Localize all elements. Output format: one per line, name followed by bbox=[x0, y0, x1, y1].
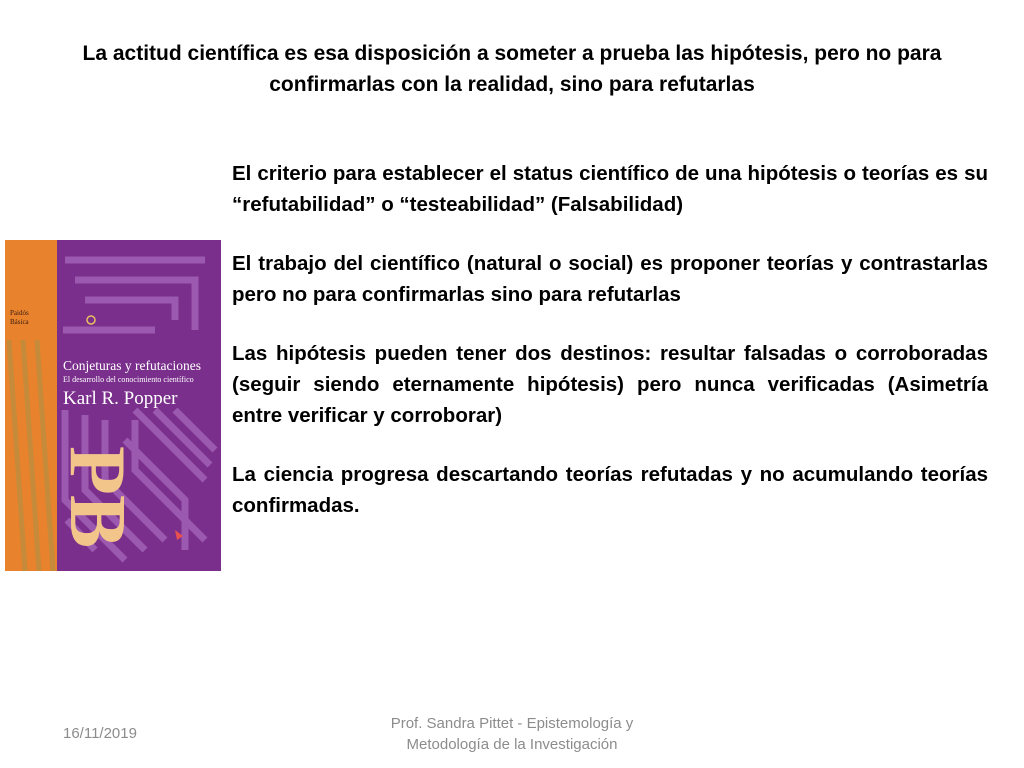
collection-label-1: Paidós bbox=[10, 309, 29, 317]
collection-label-2: Básica bbox=[10, 318, 29, 326]
paragraph-2: El trabajo del científico (natural o social) es proponer teorías y contrastarlas pero no para confirmarlas sino para refutarlas bbox=[232, 252, 988, 306]
slide-title: La actitud científica es esa disposición a someter a prueba las hipótesis, pero no para confirmarlas con la realidad, sino para refutarlas bbox=[82, 42, 942, 96]
spine-letters: PB bbox=[53, 446, 141, 549]
main-content bbox=[232, 158, 988, 549]
paragraph-1: El criterio para establecer el status científico de una hipótesis o teorías es su “refutabilidad” o “testeabilidad” (Falsabilidad) bbox=[232, 162, 988, 216]
cover-book-subtitle: El desarrollo del conocimiento científico bbox=[63, 375, 194, 384]
footer-credit-line-2: Metodología de la Investigación bbox=[406, 736, 618, 753]
paragraph-4: La ciencia progresa descartando teorías refutadas y no acumulando teorías confirmadas. bbox=[232, 463, 988, 517]
footer-date: 16/11/2019 bbox=[63, 725, 137, 742]
paragraph-3: Las hipótesis pueden tener dos destinos: resultar falsadas o corroboradas (seguir siendo eternamente hipótesis) pero nunca verificadas (Asimetría entre verificar y corroborar) bbox=[232, 342, 988, 427]
book-cover-image bbox=[5, 240, 221, 571]
cover-book-title: Conjeturas y refutaciones bbox=[63, 358, 201, 373]
footer-credit-line-1: Prof. Sandra Pittet - Epistemología y bbox=[390, 715, 634, 732]
cover-author: Karl R. Popper bbox=[63, 388, 178, 409]
book-cover-illustration bbox=[5, 240, 221, 571]
footer-credit bbox=[360, 713, 664, 755]
